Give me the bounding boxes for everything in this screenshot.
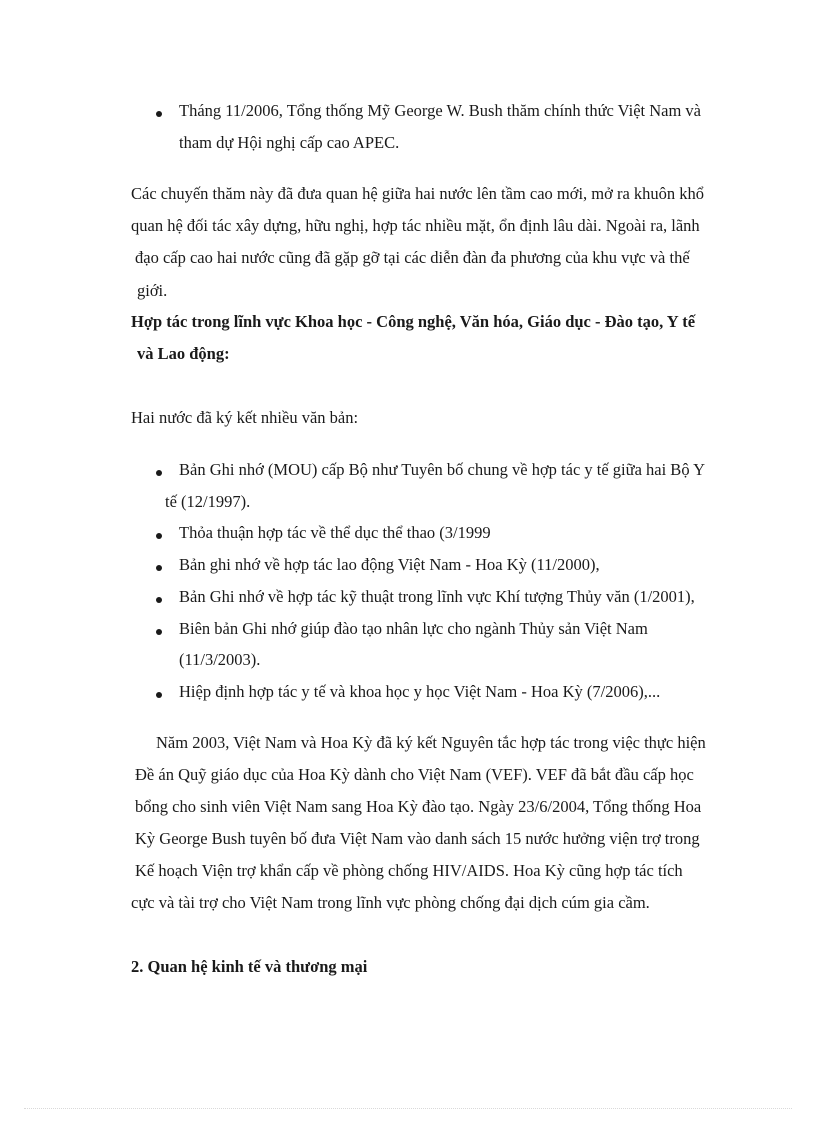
paragraph-line: Kỳ George Bush tuyên bố đưa Việt Nam vào danh sách 15 nước hưởng viện trợ trong — [135, 829, 700, 848]
section-heading: 2. Quan hệ kinh tế và thương mại — [131, 957, 368, 976]
list-item: Thỏa thuận hợp tác về thể dục thể thao (3/1999 — [179, 523, 491, 542]
paragraph-line: cực và tài trợ cho Việt Nam trong lĩnh vực phòng chống đại dịch cúm gia cầm. — [131, 893, 650, 912]
bullet-line: tham dự Hội nghị cấp cao APEC. — [179, 133, 400, 152]
paragraph-line: Kế hoạch Viện trợ khẩn cấp về phòng chống HIV/AIDS. Hoa Kỳ cũng hợp tác tích — [135, 861, 683, 880]
list-item: (11/3/2003). — [179, 650, 261, 669]
paragraph-line: Năm 2003, Việt Nam và Hoa Kỳ đã ký kết Nguyên tắc hợp tác trong việc thực hiện — [156, 733, 706, 752]
list-item: Bản ghi nhớ về hợp tác lao động Việt Nam - Hoa Kỳ (11/2000), — [179, 555, 600, 574]
bullet-dot — [156, 565, 162, 571]
paragraph-line: quan hệ đối tác xây dựng, hữu nghị, hợp tác nhiều mặt, ổn định lâu dài. Ngoài ra, lãnh — [131, 216, 700, 235]
intro-text: Hai nước đã ký kết nhiều văn bản: — [131, 408, 359, 427]
page-bottom-rule — [24, 1108, 792, 1109]
paragraph-line: Đề án Quỹ giáo dục của Hoa Kỳ dành cho Việt Nam (VEF). VEF đã bắt đầu cấp học — [135, 765, 694, 784]
bullet-line: Tháng 11/2006, Tổng thống Mỹ George W. Bush thăm chính thức Việt Nam và — [179, 101, 701, 120]
bullet-dot — [156, 597, 162, 603]
paragraph-line: Các chuyến thăm này đã đưa quan hệ giữa hai nước lên tầm cao mới, mở ra khuôn khổ — [131, 184, 705, 203]
section-heading: và Lao động: — [137, 344, 230, 363]
bullet-dot — [156, 629, 162, 635]
paragraph-line: giới. — [137, 281, 168, 300]
paragraph-line: bổng cho sinh viên Việt Nam sang Hoa Kỳ đào tạo. Ngày 23/6/2004, Tổng thống Hoa — [135, 797, 702, 816]
list-item: Bản Ghi nhớ (MOU) cấp Bộ như Tuyên bố chung về hợp tác y tế giữa hai Bộ Y — [179, 460, 705, 479]
paragraph-line: đạo cấp cao hai nước cũng đã gặp gỡ tại các diễn đàn đa phương của khu vực và thế — [135, 248, 690, 267]
list-item: Hiệp định hợp tác y tế và khoa học y học Việt Nam - Hoa Kỳ (7/2006),... — [179, 682, 661, 701]
list-item: Bản Ghi nhớ về hợp tác kỹ thuật trong lĩnh vực Khí tượng Thủy văn (1/2001), — [179, 587, 695, 606]
bullet-dot — [156, 470, 162, 476]
list-item: Biên bản Ghi nhớ giúp đào tạo nhân lực cho ngành Thủy sản Việt Nam — [179, 619, 648, 638]
bullet-dot — [156, 692, 162, 698]
list-item: tế (12/1997). — [165, 492, 251, 511]
bullet-dot — [156, 111, 162, 117]
bullet-dot — [156, 533, 162, 539]
section-heading: Hợp tác trong lĩnh vực Khoa học - Công nghệ, Văn hóa, Giáo dục - Đào tạo, Y tế — [131, 312, 696, 331]
